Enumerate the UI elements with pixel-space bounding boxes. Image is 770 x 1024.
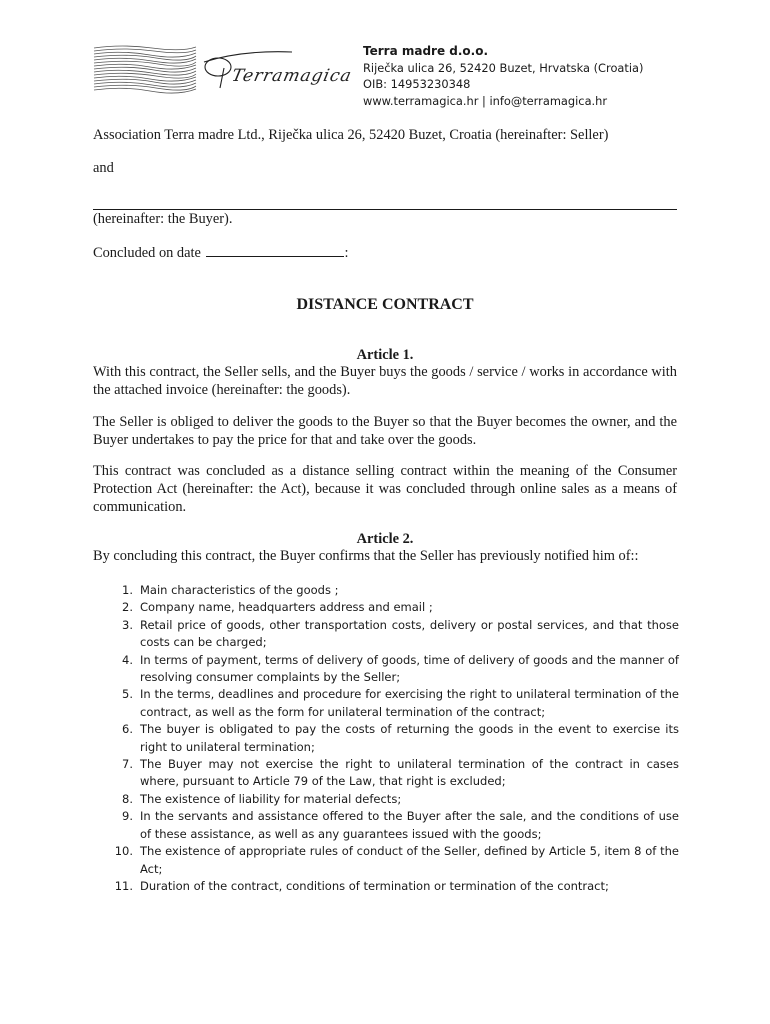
article-1-paragraph-2: The Seller is obliged to deliver the goods to the Buyer so that the Buyer becomes the owner, and the Buyer undertakes to pay the price for that and take over the goods. [93,414,677,448]
logo-wordmark: Terramagica [229,66,354,86]
article-1-paragraph-1: With this contract, the Seller sells, and the Buyer buys the goods / service / works in accordance with the attached invoice (hereinafter: the goods). [93,364,677,398]
terramagica-logo [92,42,354,96]
list-text: The buyer is obligated to pay the costs of returning the goods in the event to exercise its right to unilateral termination; [140,722,679,754]
list-item [107,808,679,843]
concluded-date-line [93,244,677,263]
buyer-name-blank[interactable] [93,209,677,210]
list-number: 8. [122,791,133,806]
list-text: Main characteristics of the goods ; [140,583,339,597]
list-item [107,686,679,721]
list-item [107,843,679,878]
list-number: 11. [114,878,133,893]
list-text: In terms of payment, terms of delivery of goods, time of delivery of goods and the manner of resolving consumer complaints by the Seller; [140,652,679,685]
company-oib: OIB: 14953230348 [363,77,471,92]
buyer-line: (hereinafter: the Buyer). [93,211,233,227]
list-text: The Buyer may not exercise the right to unilateral termination of the contract in cases where, pursuant to Article 79 of the Law, that right is excluded; [140,757,679,789]
article-1-heading: Article 1. [356,347,414,363]
date-blank[interactable] [206,244,344,257]
list-number: 9. [122,809,133,824]
list-text: The existence of liability for material defects; [140,791,402,806]
company-contact: www.terramagica.hr | info@terramagica.hr [363,93,608,108]
notification-list [107,582,679,895]
list-item [107,599,679,616]
list-text: The existence of appropriate rules of conduct of the Seller, defined by Article 5, item 8 of the Act; [140,844,679,876]
list-text: In the terms, deadlines and procedure for exercising the right to unilateral termination of the contract, as well as the form for unilateral termination of the contract; [140,687,679,719]
list-item [107,721,679,756]
concluded-colon: : [344,245,349,261]
list-number: 2. [122,600,133,615]
list-item [107,878,679,895]
company-info [363,43,703,109]
list-item [107,617,679,652]
document-title: DISTANCE CONTRACT [296,296,474,313]
list-text: Retail price of goods, other transportation costs, delivery or postal services, and that those costs can be charged; [140,617,679,650]
seller-line: Association Terra madre Ltd., Riječka ulica 26, 52420 Buzet, Croatia (hereinafter: Seller) [93,127,609,143]
list-number: 1. [122,583,133,597]
list-number: 6. [122,722,133,737]
list-item [107,756,679,791]
list-item [107,791,679,808]
article-2-heading: Article 2. [356,531,414,547]
list-item [107,652,679,687]
concluded-label: Concluded on date [93,245,201,261]
list-number: 10. [114,844,133,859]
company-name: Terra madre d.o.o. [363,44,489,58]
list-number: 5. [122,687,133,702]
list-number: 4. [122,652,133,667]
and-line: and [93,160,114,176]
list-text: Company name, headquarters address and email ; [140,600,433,615]
list-number: 7. [122,757,133,772]
article-2-intro: By concluding this contract, the Buyer confirms that the Seller has previously notified him of:: [93,548,639,564]
article-1-paragraph-3: This contract was concluded as a distance selling contract within the meaning of the Consumer Protection Act (hereinafter: the Act), because it was concluded through online sales as a means of communication. [93,463,677,515]
company-address: Riječka ulica 26, 52420 Buzet, Hrvatska (Croatia) [363,60,644,75]
list-text: Duration of the contract, conditions of termination or termination of the contract; [140,878,609,893]
list-text: In the servants and assistance offered to the Buyer after the sale, and the conditions of use of these assistance, as well as any guarantees issued with the goods; [140,809,679,841]
list-number: 3. [122,617,133,632]
list-item [107,582,679,599]
